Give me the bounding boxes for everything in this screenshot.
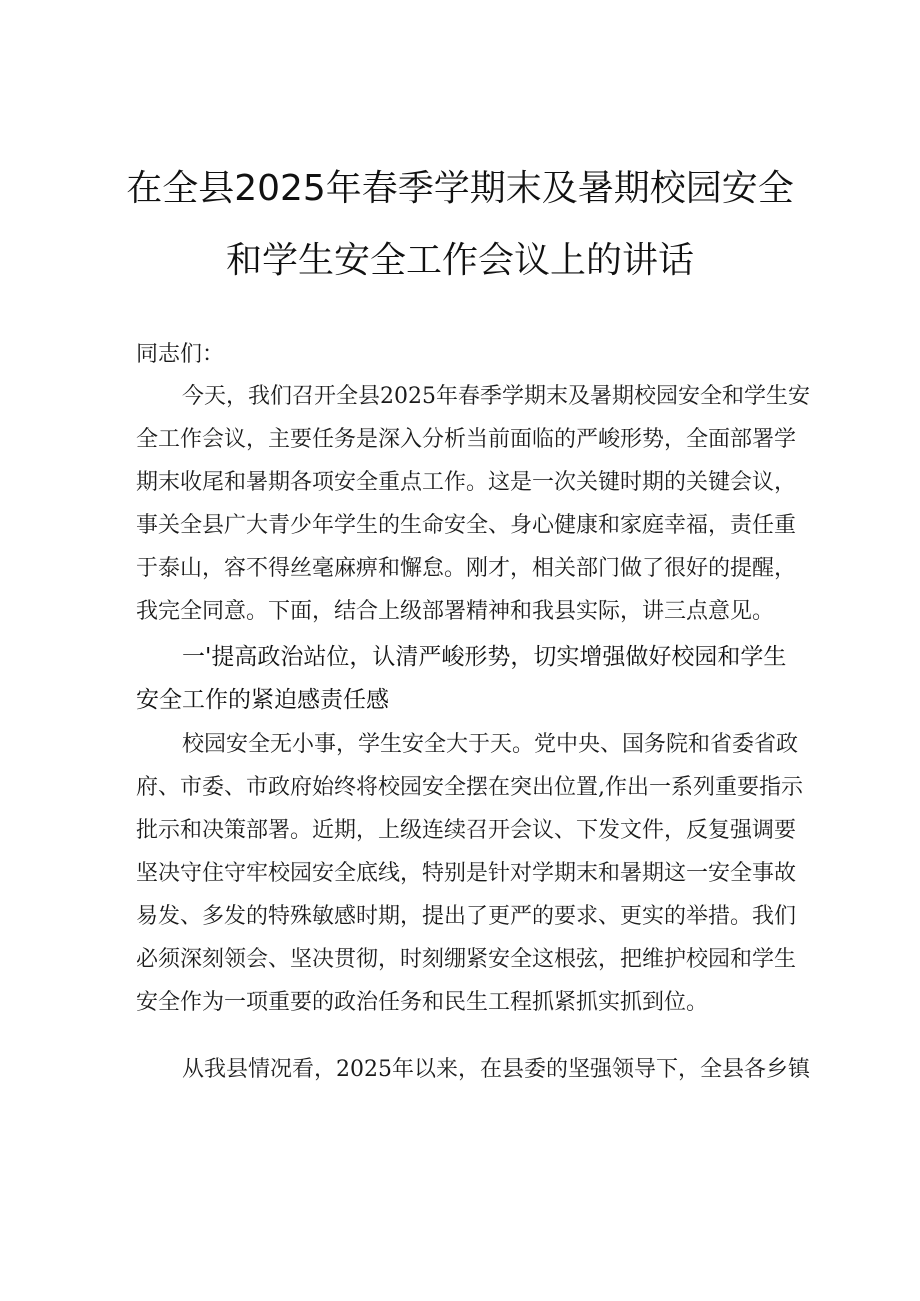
paragraph-2-line: 必须深刻领会、坚决贯彻，时刻绷紧安全这根弦，把维护校园和学生	[136, 947, 797, 972]
section-heading-line: 一'提高政治站位，认清严峻形势，切实增强做好校园和学生	[182, 644, 787, 670]
paragraph-3-line: 从我县情况看，2025年以来，在县委的坚强领导下，全县各乡镇	[182, 1057, 810, 1082]
paragraph-2-line: 府、市委、市政府始终将校园安全摆在突出位置,作出一系列重要指示	[136, 775, 803, 800]
paragraph-1-line: 今天，我们召开全县2025年春季学期末及暑期校园安全和学生安	[182, 384, 810, 409]
paragraph-1-line: 事关全县广大青少年学生的生命安全、身心健康和家庭幸福，责任重	[136, 513, 797, 538]
paragraph-2-line: 安全作为一项重要的政治任务和民生工程抓紧抓实抓到位。	[136, 990, 709, 1015]
paragraph-2-line: 批示和决策部署。近期，上级连续召开会议、下发文件，反复强调要	[136, 818, 797, 843]
paragraph-2-line: 校园安全无小事，学生安全大于天。党中央、国务院和省委省政	[182, 732, 799, 757]
document-title-line-1: 在全县2025年春季学期末及暑期校园安全	[126, 168, 794, 209]
section-heading-line: 安全工作的紧迫感责任感	[136, 687, 389, 713]
paragraph-2-line: 易发、多发的特殊敏感时期，提出了更严的要求、更实的举措。我们	[136, 904, 797, 929]
paragraph-1-line: 我完全同意。下面，结合上级部署精神和我县实际，讲三点意见。	[136, 599, 775, 624]
greeting: 同志们：	[136, 342, 225, 367]
paragraph-2-line: 坚决守住守牢校园安全底线，特别是针对学期末和暑期这一安全事故	[136, 861, 797, 886]
paragraph-1-line: 全工作会议，主要任务是深入分析当前面临的严峻形势，全面部署学	[136, 427, 797, 452]
paragraph-1-line: 期末收尾和暑期各项安全重点工作。这是一次关键时期的关键会议，	[136, 470, 797, 495]
paragraph-1-line: 于泰山，容不得丝毫麻痹和懈怠。刚才，相关部门做了很好的提醒，	[136, 556, 797, 581]
document-title-line-2: 和学生安全工作会议上的讲话	[225, 240, 694, 281]
